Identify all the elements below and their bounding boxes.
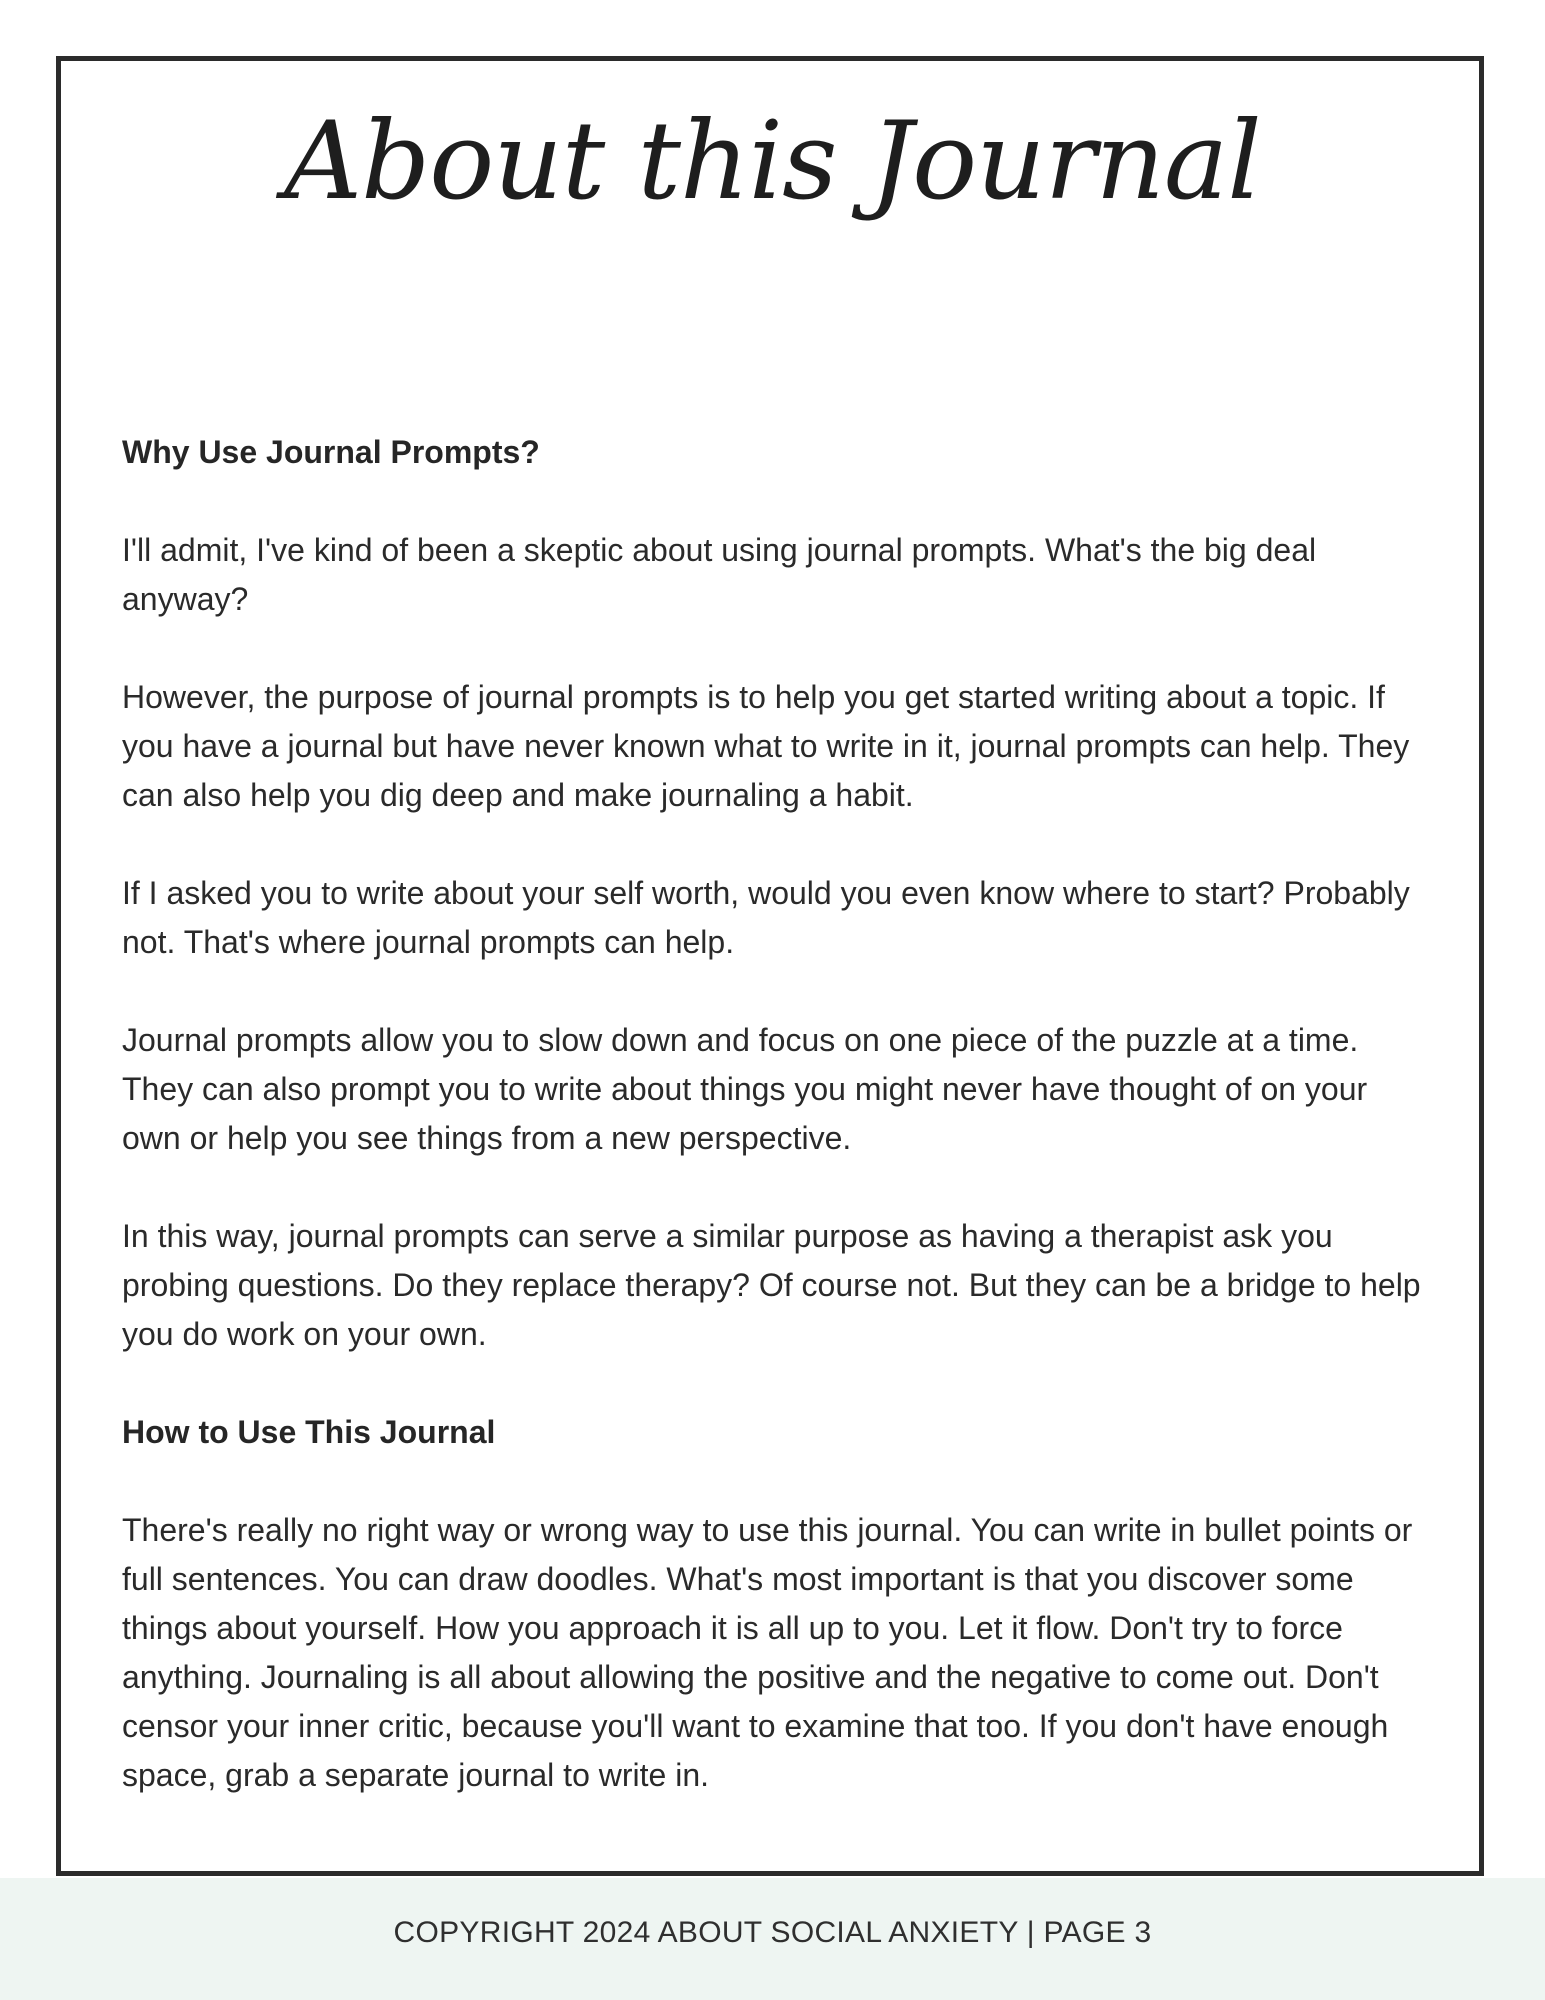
- paragraph: However, the purpose of journal prompts is to help you get started writing about a topic. If you have a journal but have never known what to write in it, journal prompts can help. They can also help you dig deep and make journaling a habit.: [122, 679, 1410, 813]
- section-heading-how: How to Use This Journal: [122, 1414, 496, 1450]
- paragraph: If I asked you to write about your self worth, would you even know where to start? Probably not. That's where journal prompts can help.: [122, 875, 1410, 960]
- paragraph: I'll admit, I've kind of been a skeptic about using journal prompts. What's the big deal anyway?: [122, 532, 1317, 617]
- footer-copyright: COPYRIGHT 2024 ABOUT SOCIAL ANXIETY | PAGE 3: [393, 1916, 1152, 1949]
- page-content: [122, 428, 1422, 1849]
- footer-bar: [0, 1878, 1545, 2000]
- paragraph: In this way, journal prompts can serve a similar purpose as having a therapist ask you probing questions. Do they replace therapy? Of course not. But they can be a bridge to help you do work on your own.: [122, 1218, 1421, 1352]
- paragraph: There's really no right way or wrong way to use this journal. You can write in bullet points or full sentences. You can draw doodles. What's most important is that you discover some things about yourself. How you approach it is all up to you. Let it flow. Don't try to force anything. Journaling is all about allowing the positive and the negative to come out. Don't censor your inner critic, because you'll want to examine that too. If you don't have enough space, grab a separate journal to write in.: [122, 1512, 1413, 1793]
- page-title: About this Journal: [284, 99, 1261, 224]
- section-heading-why: Why Use Journal Prompts?: [122, 434, 540, 470]
- paragraph: Journal prompts allow you to slow down and focus on one piece of the puzzle at a time. They can also prompt you to write about things you might never have thought of on your own or help you see things from a new perspective.: [122, 1022, 1368, 1156]
